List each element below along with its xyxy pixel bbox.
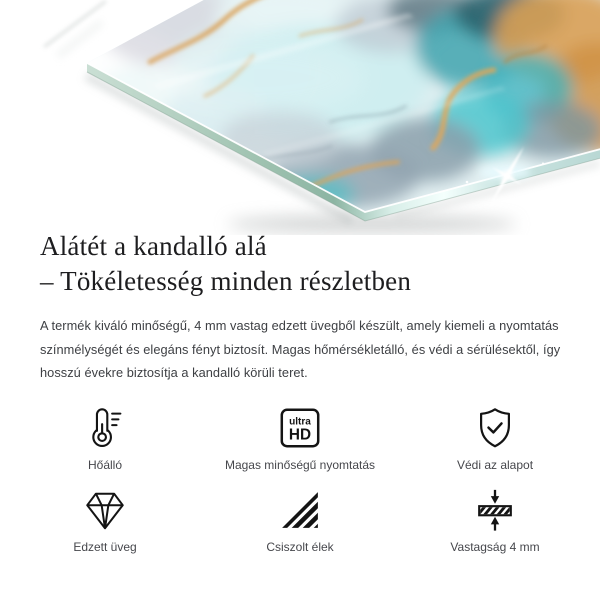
- feature-label: Hőálló: [87, 458, 123, 472]
- page-title-line1: Alátét a kandalló alá: [40, 231, 267, 261]
- ultra-hd-icon-text-bottom: HD: [288, 426, 312, 444]
- feature-tempered-glass: [0, 486, 210, 554]
- page-title: [40, 229, 411, 299]
- ultra-hd-icon: [277, 404, 323, 452]
- compress-thickness-icon: [472, 486, 518, 534]
- product-image: [0, 0, 600, 235]
- ultra-hd-icon-text-top: ultra: [289, 416, 311, 428]
- feature-polished-edges: [210, 486, 390, 554]
- description-line: A termék kiváló minőségű, 4 mm vastag edzett üvegből készült, amely kiemeli a nyomtatás: [40, 318, 559, 333]
- feature-thickness: [390, 486, 600, 554]
- feature-label: Csiszolt élek: [266, 540, 334, 554]
- feature-label: Edzett üveg: [73, 540, 137, 554]
- features-row-2: [0, 486, 600, 554]
- description-line: hosszú évekre biztosítja a kandalló körüli teret.: [40, 365, 308, 381]
- page-title-line2: – Tökéletesség minden részletben: [40, 266, 412, 296]
- diamond-icon: [82, 486, 128, 534]
- thermometer-icon: [82, 404, 128, 452]
- description-line: színmélységét és elegáns fényt biztosít. Magas hőmérsékletálló, és védi a sérülésektől, így: [40, 341, 561, 357]
- shield-check-icon: [472, 404, 518, 452]
- feature-label: Védi az alapot: [456, 458, 534, 472]
- feature-label: Magas minőségű nyomtatás: [224, 458, 376, 472]
- feature-label: Vastagság 4 mm: [450, 540, 540, 554]
- feature-heat-resistant: [0, 404, 210, 472]
- product-description: [40, 314, 560, 385]
- features-row-1: [0, 404, 600, 472]
- feature-ultra-hd-print: [210, 404, 390, 472]
- feature-protects-base: [390, 404, 600, 472]
- polished-edges-icon: [278, 486, 322, 534]
